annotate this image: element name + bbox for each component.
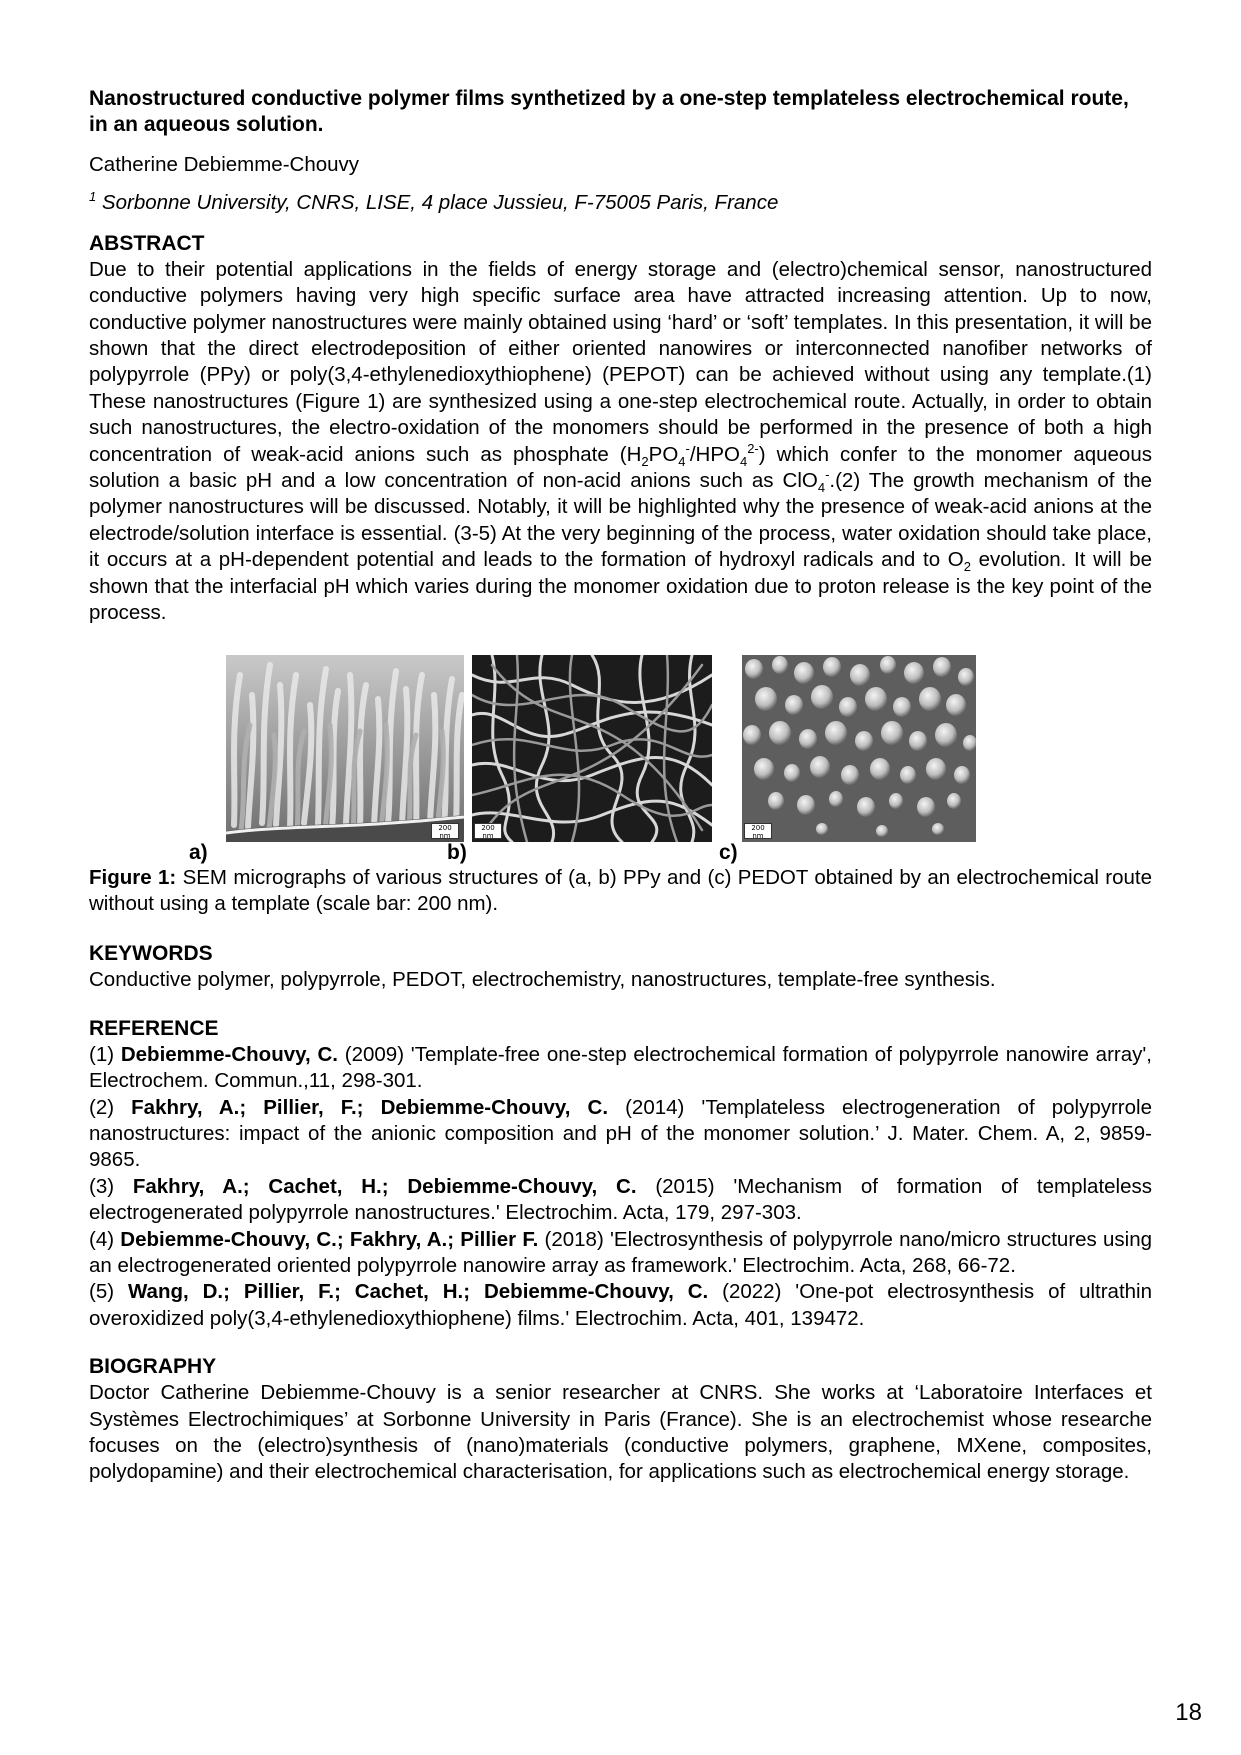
scale-bar: 200 nm <box>474 823 502 839</box>
caption-label: Figure 1: <box>89 865 177 889</box>
references-section <box>89 1016 1152 1332</box>
paper-title: Nanostructured conductive polymer films synthetized by a one-step templateless electrochemical route, in an aqueous solution. <box>89 87 1129 136</box>
formula-sub: 4 <box>817 480 826 496</box>
references-heading: REFERENCE <box>89 1016 219 1040</box>
reference-item: (1) Debiemme-Chouvy, C. (2009) 'Template-free one-step electrochemical formation of polypyrrole nanowire array', Electrochem. Commun.,11, 298-301. <box>89 1042 1152 1093</box>
nanofiber-micrograph <box>472 655 712 842</box>
sem-image-pedot-nodules <box>742 655 976 842</box>
scale-bar: 200 nm <box>431 823 459 839</box>
figure-caption <box>89 865 1152 918</box>
formula-sup: 2- <box>747 440 759 456</box>
formula-sub: 2 <box>641 453 649 469</box>
page-number: 18 <box>1175 1699 1202 1726</box>
abstract-section <box>89 231 1152 627</box>
keywords-text: Conductive polymer, polypyrrole, PEDOT, electrochemistry, nanostructures, template-free synthesis. <box>89 968 996 992</box>
reference-item: (5) Wang, D.; Pillier, F.; Cachet, H.; Debiemme-Chouvy, C. (2022) 'One-pot electrosynthesis of ultrathin overoxidized poly(3,4-ethylenedioxythiophene) films.' Electrochim. Acta, 401, 139472. <box>89 1280 1153 1330</box>
sem-image-nanowires <box>226 655 464 842</box>
reference-item: (2) Fakhry, A.; Pillier, F.; Debiemme-Chouvy, C. (2014) 'Templateless electrogeneration of polypyrrole nanostructures: impact of the anionic composition and pH of the monomer solution.’ J. Mater. Chem. A, 2, 9859-9865. <box>89 1095 1152 1172</box>
figure-1 <box>89 655 1152 865</box>
reference-item: (3) Fakhry, A.; Cachet, H.; Debiemme-Chouvy, C. (2015) 'Mechanism of formation of templateless electrogenerated polypyrrole nanostructures.' Electrochim. Acta, 179, 297-303. <box>89 1174 1153 1225</box>
formula-sub: 2 <box>963 559 971 575</box>
keywords-section <box>89 941 1152 993</box>
scale-bar: 200 nm <box>744 823 772 839</box>
formula-text: /HPO <box>689 442 740 466</box>
pedot-micrograph <box>742 655 976 842</box>
formula-sup: - <box>825 467 830 483</box>
reference-item: (4) Debiemme-Chouvy, C.; Fakhry, A.; Pillier F. (2018) 'Electrosynthesis of polypyrrole nano/micro structures using an electrogenerated oriented polypyrrole nanowire array as framework.' Electrochim. Acta, 268, 66-72. <box>89 1227 1153 1277</box>
keywords-heading: KEYWORDS <box>89 942 213 966</box>
formula-sub: 4 <box>678 453 686 469</box>
affiliation <box>89 190 1152 216</box>
affiliation-text: Sorbonne University, CNRS, LISE, 4 place Jussieu, F-75005 Paris, France <box>96 191 779 215</box>
abstract-heading: ABSTRACT <box>89 231 205 255</box>
abstract-part-1: Due to their potential applications in the fields of energy storage and (electro)chemical sensor, nanostructured conductive polymers having very high specific surface area have attracted increasing attention. Up to now, conductive polymer nanostructures were mainly obtained using ‘hard’ or ‘soft’ templates. In this presentation, it will be shown that the direct electrodeposition of either oriented nanowires or interconnected nanofiber networks of polypyrrole (PPy) or poly(3,4-ethylenedioxythiophene) (PEPOT) can be achieved without using any template.(1) These nanostructures (Figure 1) are synthesized using a one-step electrochemical route. Actually, in order to obtain such nanostructures, the electro-oxidation of the monomers should be performed in the presence of both a high concentration of weak-acid anions such as phosphate (H <box>89 257 1152 466</box>
figure-label-c: c) <box>719 841 738 865</box>
document-page <box>89 86 1152 1508</box>
formula-sub: 4 <box>739 453 748 469</box>
biography-heading: BIOGRAPHY <box>89 1355 217 1379</box>
formula-sup: - <box>685 440 690 456</box>
figure-label-b: b) <box>447 841 467 865</box>
figure-label-a: a) <box>189 841 208 865</box>
author-name: Catherine Debiemme-Chouvy <box>89 153 360 176</box>
nanowire-micrograph <box>226 655 464 842</box>
abstract-part-3: .(2) The growth mechanism of the polymer nanostructures will be discussed. Notably, it will be highlighted why the presence of weak-acid anions at the electrode/solution interface is essential. (3-5) At the very beginning of the process, water oxidation should take place, it occurs at a pH-dependent potential and leads to the formation of hydroxyl radicals and to O <box>89 469 1152 572</box>
abstract-part-2: ) which confer to the monomer aqueous solution a basic pH and a low concentration of non-acid anions such as ClO <box>89 442 1152 493</box>
formula-text: PO <box>648 442 679 466</box>
biography-section <box>89 1354 1152 1486</box>
abstract-text <box>89 257 1152 627</box>
biography-text: Doctor Catherine Debiemme-Chouvy is a senior researcher at CNRS. She works at ‘Laboratoire Interfaces et Systèmes Electrochimiques’ at Sorbonne University in Paris (France). She is an electrochemist whose researche focuses on the (electro)synthesis of (nano)materials (conductive polymers, graphene, MXene, composites, polydopamine) and their electrochemical characterisation, for applications such as electrochemical energy storage. <box>89 1381 1152 1484</box>
abstract-part-4: evolution. It will be shown that the interfacial pH which varies during the monomer oxidation due to proton release is the key point of the process. <box>89 548 1152 625</box>
caption-text: SEM micrographs of various structures of (a, b) PPy and (c) PEDOT obtained by an electrochemical route without using a template (scale bar: 200 nm). <box>89 865 1152 915</box>
sem-image-nanofiber-network <box>472 655 712 842</box>
affiliation-marker: 1 <box>89 189 97 205</box>
